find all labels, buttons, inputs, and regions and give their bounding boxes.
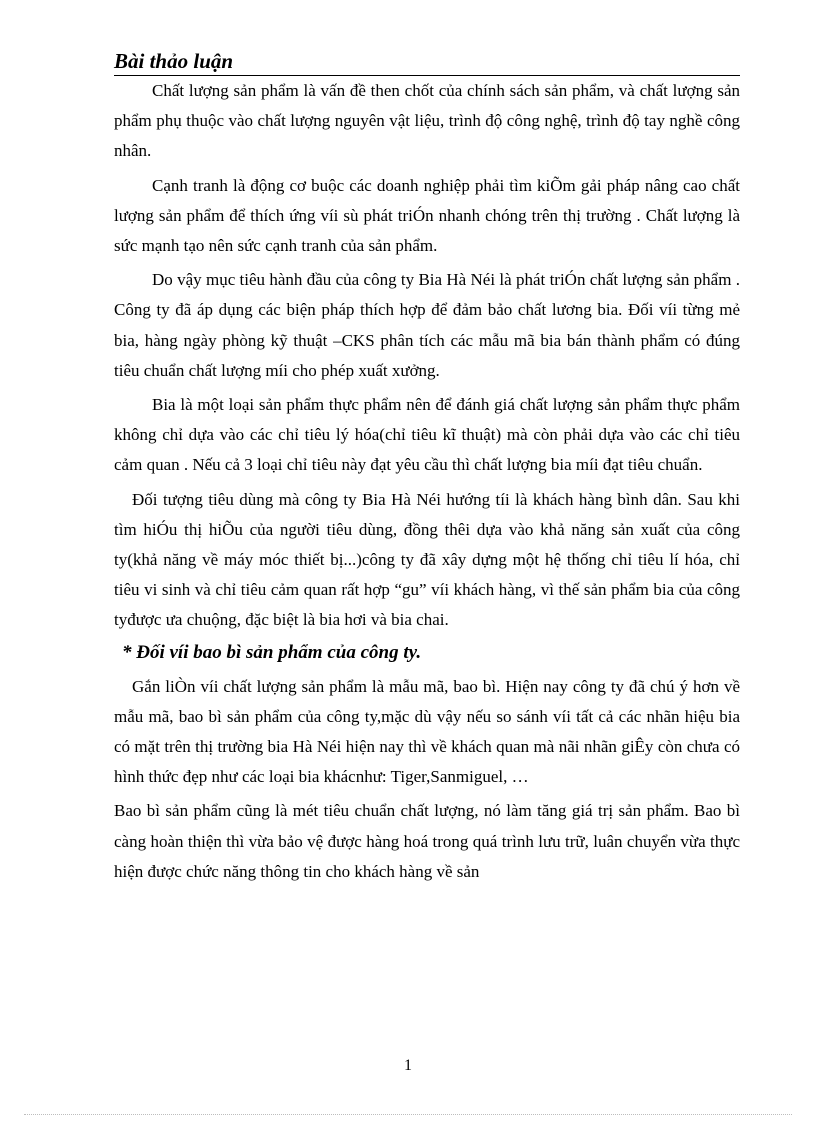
page-number: 1 — [404, 1057, 412, 1074]
document-body — [114, 76, 740, 887]
paragraph-packaging-design: Gắn liÒn víi chất lượng sản phẩm là mẫu mã, bao bì. Hiện nay công ty đã chú ý hơn về mẫu mã, bao bì sản phẩm của công ty,mặc dù vậy nếu so sánh víi tất cả các nhãn hiệu bia có mặt trên thị trường bia Hà Néi hiện nay thì về khách quan mà nãi nhãn giÊy còn chưa có hình thức đẹp như các loại bia khácnhư: Tiger,Sanmiguel, … — [114, 676, 740, 787]
paragraph-target-customers: Đối tượng tiêu dùng mà công ty Bia Hà Néi hướng tíi là khách hàng bình dân. Sau khi tìm hiÓu thị hiÕu của người tiêu dùng, đồng thêi dựa vào khả năng sản xuất của công ty(khả năng về máy móc thiết bị...)công ty đã xây dựng một hệ thống chỉ tiêu lí hóa, chỉ tiêu vi sinh và chỉ tiêu cảm quan rất hợp “gu” víi khách hàng, vì thế sản phẩm bia của công tyđược ưa chuộng, đặc biệt là bia hơi và bia chai. — [114, 489, 740, 630]
paragraph-beer-criteria: Bia là một loại sản phẩm thực phẩm nên để đánh giá chất lượng sản phẩm thực phẩm không chỉ dựa vào các chỉ tiêu lý hóa(chỉ tiêu kĩ thuật) mà còn phải dựa vào các chỉ tiêu cảm quan . Nếu cả 3 loại chỉ tiêu này đạt yêu cầu thì chất lượng bia míi đạt tiêu chuẩn. — [114, 395, 740, 475]
paragraph-packaging-quality: Bao bì sản phẩm cũng là mét tiêu chuẩn chất lượng, nó làm tăng giá trị sản phẩm. Bao bì càng hoàn thiện thì vừa bảo vệ được hàng hoá trong quá trình lưu trữ, luân chuyển vừa thực hiện được chức năng thông tin cho khách hàng về sản — [114, 801, 740, 881]
title-area — [114, 47, 740, 76]
packaging-subheading: * Đối víi bao bì sản phẩm của công ty. — [122, 641, 422, 663]
page-title: Bài thảo luận — [114, 49, 234, 73]
paragraph-company-goal: Do vậy mục tiêu hành đầu của công ty Bia Hà Néi là phát triÓn chất lượng sản phẩm . Công ty đã áp dụng các biện pháp thích hợp để đảm bảo chất lương bia. Đối víi từng mẻ bia, hàng ngày phòng kỹ thuật –CKS phân tích các mẫu mã bia bán thành phẩm có đúng tiêu chuẩn chất lượng míi cho phép xuất xưởng. — [114, 270, 740, 380]
page-footer-divider — [24, 1114, 792, 1115]
paragraph-competition: Cạnh tranh là động cơ buộc các doanh nghiệp phải tìm kiÕm gải pháp nâng cao chất lượng sản phẩm để thích ứng víi sù phát triÓn nhanh chóng trên thị trường . Chất lượng là sức mạnh tạo nên sức cạnh tranh của sản phẩm. — [114, 175, 740, 256]
paragraph-quality: Chất lượng sản phẩm là vấn đề then chốt của chính sách sản phẩm, và chất lượng sản phẩm phụ thuộc vào chất lượng nguyên vật liệu, trình độ công nghệ, trình độ tay nghề công nhân. — [114, 81, 740, 161]
